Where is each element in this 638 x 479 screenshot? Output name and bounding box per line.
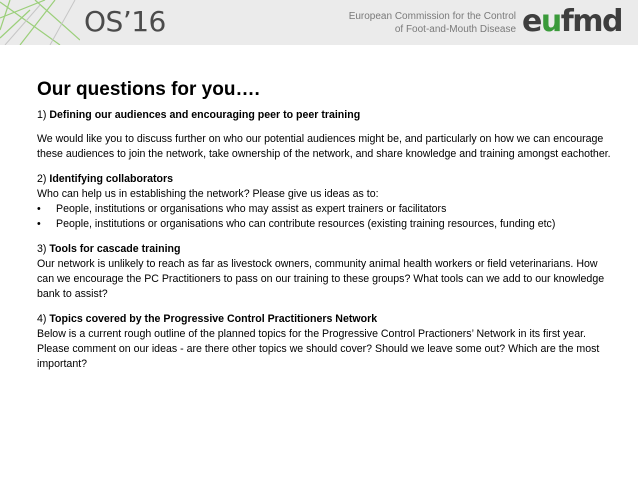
bullet-item: • People, institutions or organisations who can contribute resources (existing training resources, funding etc) — [37, 217, 617, 232]
eufmd-logo — [522, 4, 622, 39]
section-heading — [37, 242, 617, 257]
section-heading — [37, 172, 617, 187]
event-title: OS’16 — [84, 5, 166, 38]
slide-header — [0, 0, 638, 45]
bullet-item: • People, institutions or organisations who may assist as expert trainers or facilitators — [37, 202, 617, 217]
slide-content — [37, 78, 617, 372]
section-3 — [37, 242, 617, 302]
section-number: 3) — [37, 243, 50, 255]
logo-text-post: fmd — [560, 4, 623, 39]
section-heading-text: Tools for cascade training — [49, 243, 181, 255]
section-number: 1) — [37, 109, 50, 121]
section-heading-text: Defining our audiences and encouraging peer to peer training — [49, 109, 361, 121]
bullet-list — [37, 202, 617, 232]
section-4 — [37, 312, 617, 372]
section-body: Below is a current rough outline of the planned topics for the Progressive Control Practioners’ Network in its first year. Please comment on our ideas - are there other topics we should cover? Should we leave some out? Which are the most important? — [37, 328, 600, 370]
logo-text-pre: e — [522, 4, 541, 39]
decorative-lines — [0, 0, 80, 45]
section-body: We would like you to discuss further on who our potential audiences might be, and particularly on how we can encourage these audiences to join the network, take ownership of the network, and share knowledge and training amongst eachother. — [37, 133, 611, 160]
section-heading — [37, 108, 617, 123]
slide-title: Our questions for you…. — [37, 79, 260, 100]
section-number: 2) — [37, 173, 50, 185]
section-2 — [37, 172, 617, 232]
organization-name — [316, 10, 516, 36]
section-1 — [37, 108, 617, 162]
section-body: Who can help us in establishing the network? Please give us ideas as to: — [37, 188, 379, 200]
section-heading-text: Topics covered by the Progressive Control Practitioners Network — [49, 313, 378, 325]
section-heading-text: Identifying collaborators — [49, 173, 173, 185]
section-number: 4) — [37, 313, 50, 325]
section-body: Our network is unlikely to reach as far as livestock owners, community animal health workers or field veterinarians. How can we encourage the PC Practitioners to pass on our training to these groups? What tools can we add to our knowledge bank to assist? — [37, 258, 605, 300]
organization-line-2: of Foot-and-Mouth Disease — [394, 24, 516, 35]
section-heading — [37, 312, 617, 327]
organization-line-1: European Commission for the Control — [348, 11, 516, 22]
logo-text-accent: u — [540, 4, 561, 39]
